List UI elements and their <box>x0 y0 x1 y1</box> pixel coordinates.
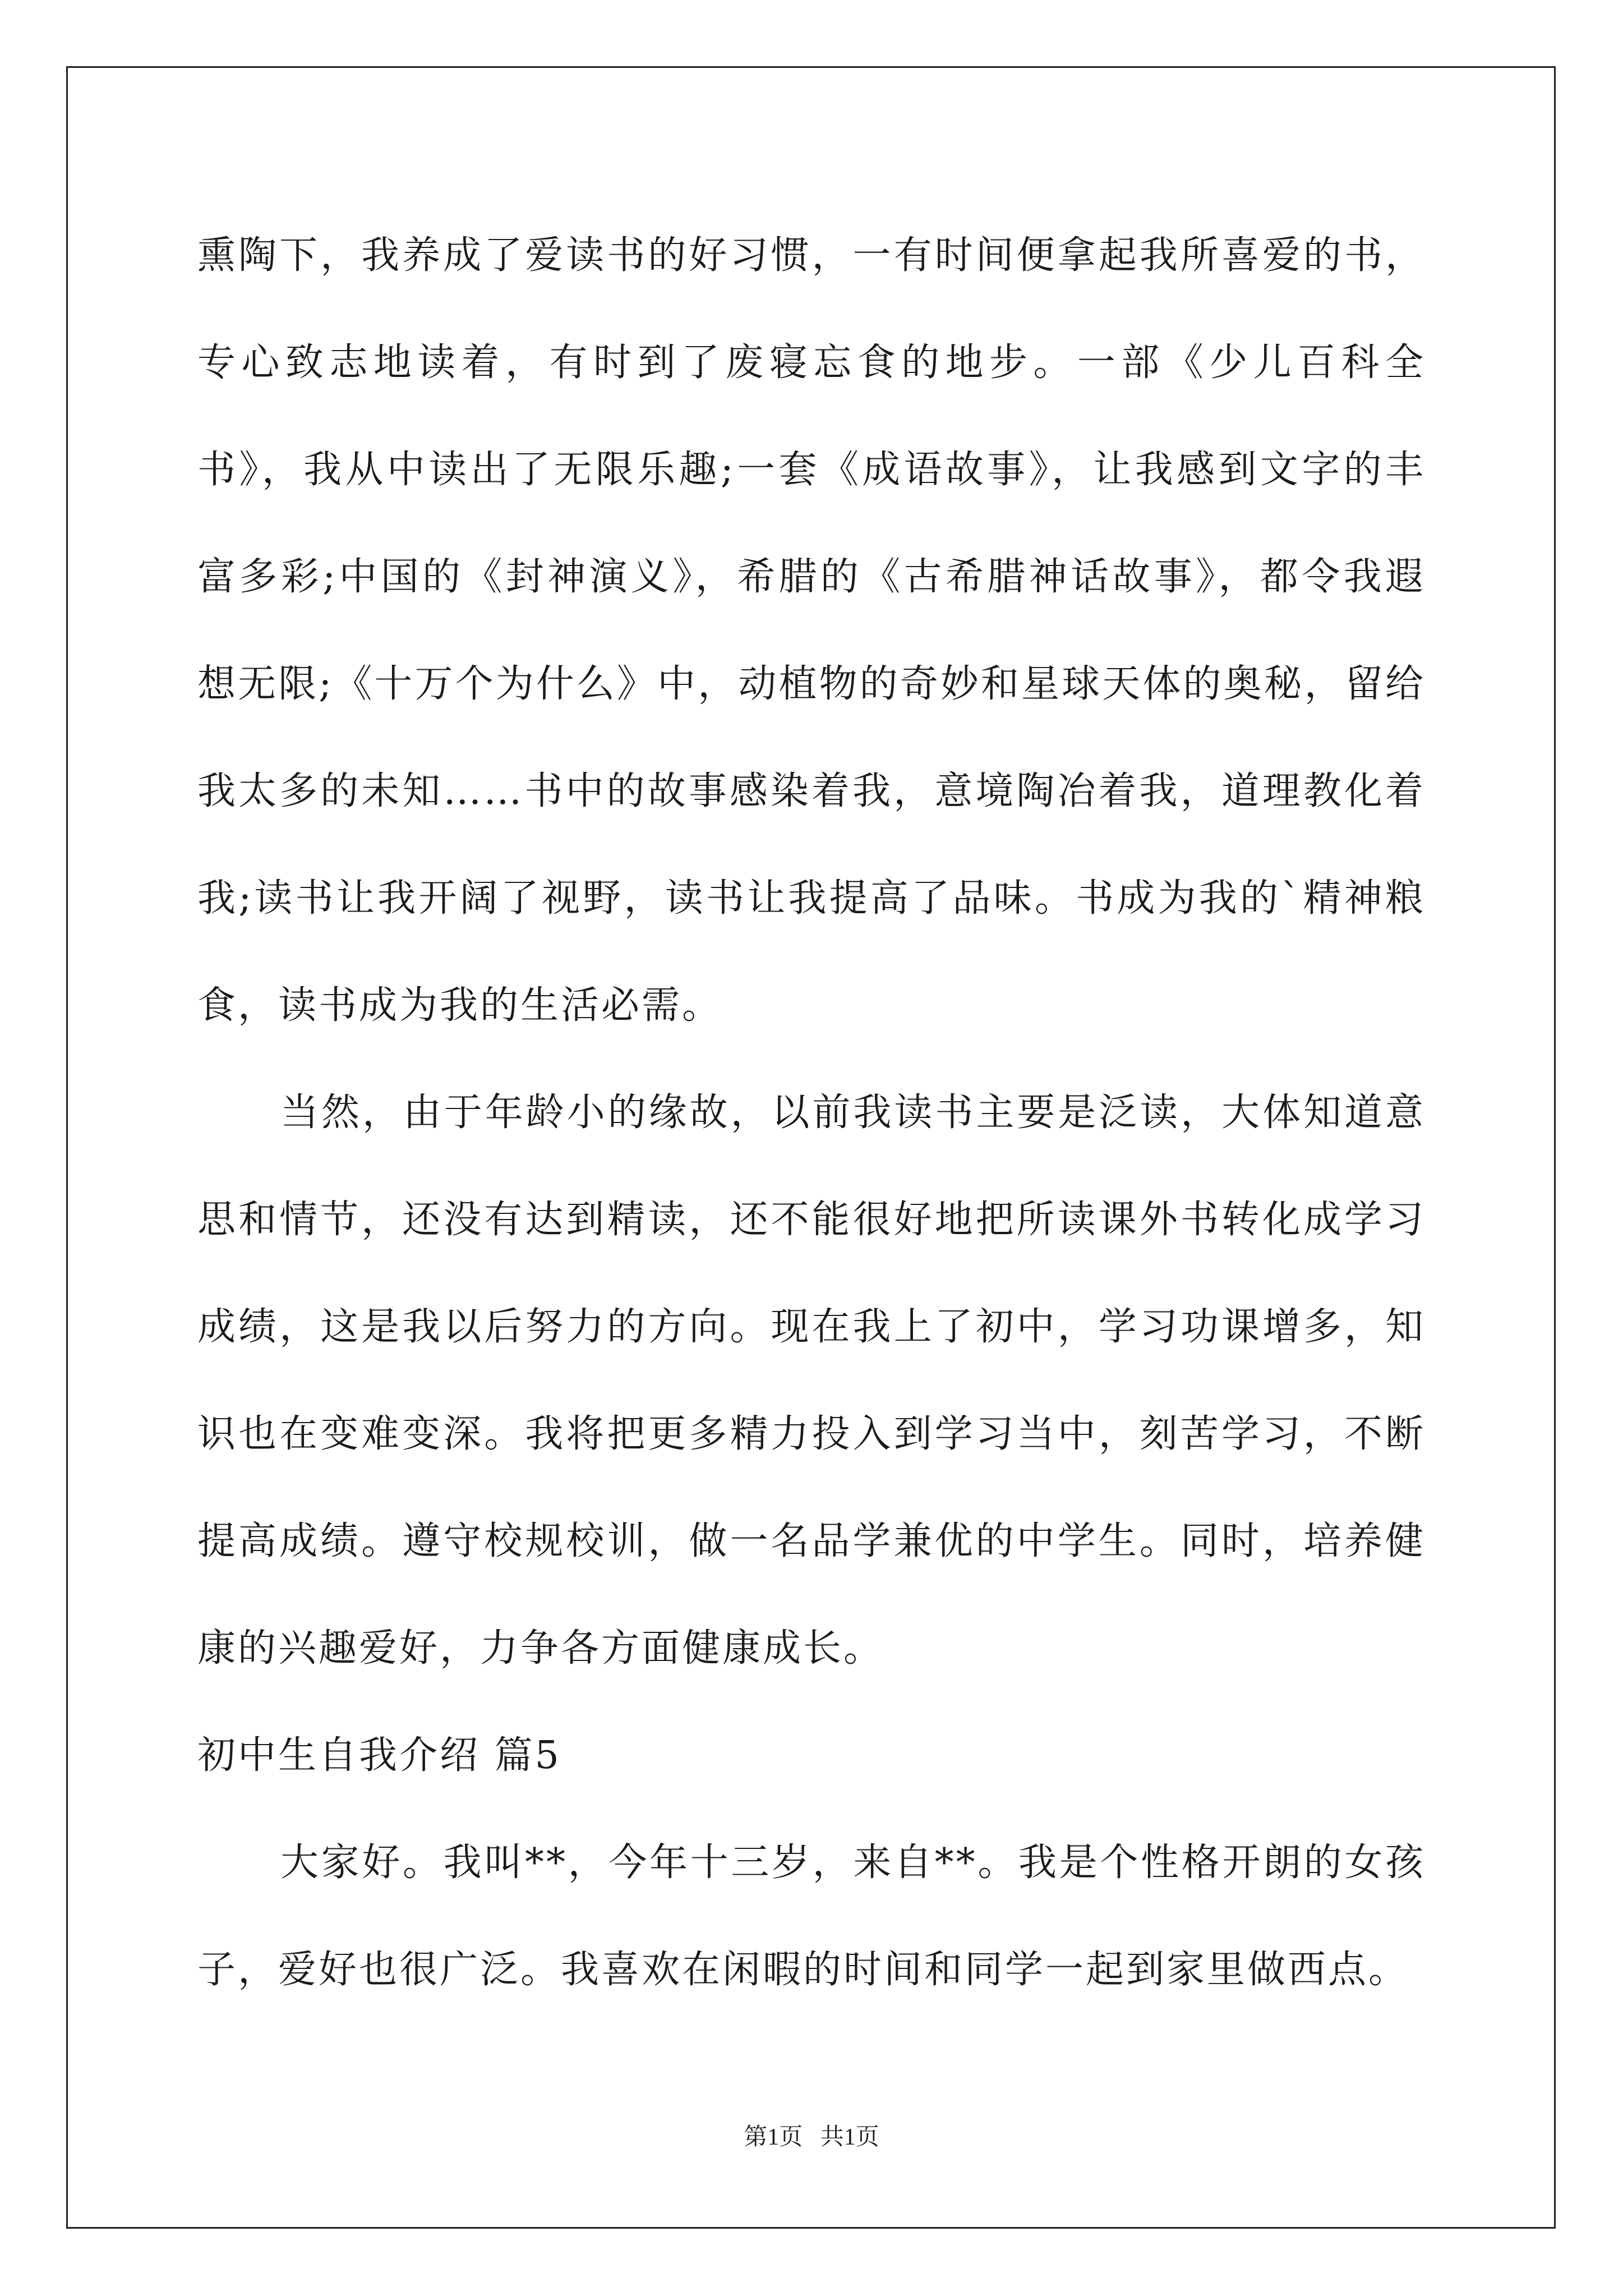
page-footer <box>0 2120 1623 2154</box>
paragraph-self-intro: 大家好。我叫**，今年十三岁，来自**。我是个性格开朗的女孩子，爱好也很广泛。我喜欢在闲暇的时间和同学一起到家里做西点。 <box>197 1841 1426 1992</box>
page-number: 第1页 <box>744 2124 803 2150</box>
page-total: 共1页 <box>820 2124 879 2150</box>
section-heading: 初中生自我介绍 篇5 <box>197 1733 561 1778</box>
paragraph-reading-habits: 熏陶下，我养成了爱读书的好习惯，一有时间便拿起我所喜爱的书，专心致志地读着，有时到了废寝忘食的地步。一部《少儿百科全书》，我从中读出了无限乐趣;一套《成语故事》，让我感到文字的丰富多彩;中国的《封神演义》，希腊的《古希腊神话故事》，都令我遐想无限;《十万个为什么》中，动植物的奇妙和星球天体的奥秘，留给我太多的未知……书中的故事感染着我，意境陶冶着我，道理教化着我;读书让我开阔了视野，读书让我提高了品味。书成为我的`精神粮食，读书成为我的生活必需。 <box>197 233 1426 1028</box>
paragraph-study-goals: 当然，由于年龄小的缘故，以前我读书主要是泛读，大体知道意思和情节，还没有达到精读，还不能很好地把所读课外书转化成学习成绩，这是我以后努力的方向。现在我上了初中，学习功课增多，知识也在变难变深。我将把更多精力投入到学习当中，刻苦学习，不断提高成绩。遵守校规校训，做一名品学兼优的中学生。同时，培养健康的兴趣爱好，力争各方面健康成长。 <box>197 1091 1426 1671</box>
document-body <box>197 202 1426 2023</box>
